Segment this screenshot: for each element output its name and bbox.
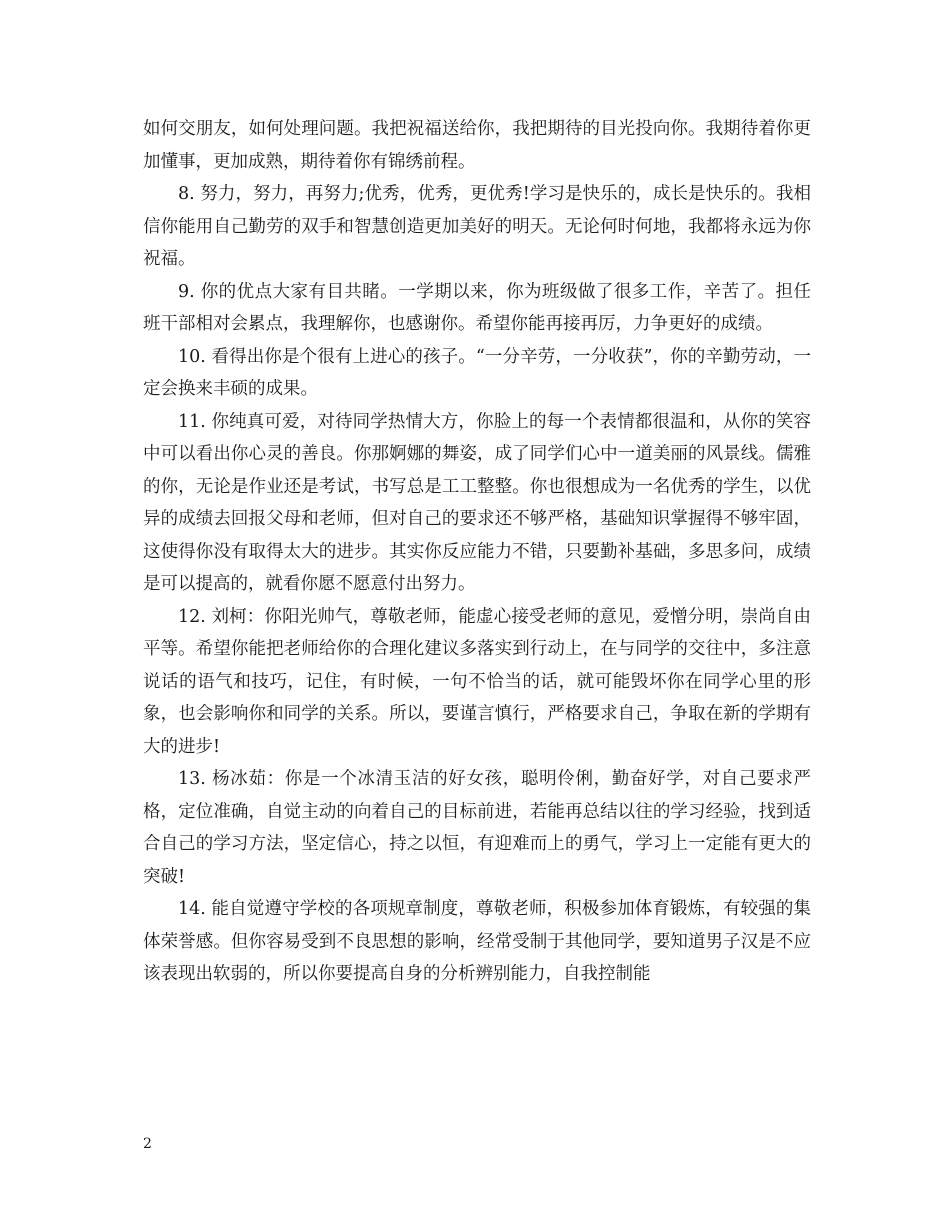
body-text bbox=[143, 113, 811, 991]
paragraph-item-10: 10. 看得出你是个很有上进心的孩子。“一分辛劳，一分收获”，你的辛勤劳动，一定会换来丰硕的成果。 bbox=[143, 346, 811, 399]
paragraph-continuation: 如何交朋友，如何处理问题。我把祝福送给你，我把期待的目光投向你。我期待着你更加懂事，更加成熟，期待着你有锦绣前程。 bbox=[143, 119, 811, 172]
paragraph-item-14: 14. 能自觉遵守学校的各项规章制度，尊敬老师，积极参加体育锻炼，有较强的集体荣誉感。但你容易受到不良思想的影响，经常受制于其他同学，要知道男子汉是不应该表现出软弱的，所以你要提高自身的分析辨别能力，自我控制能 bbox=[143, 899, 811, 984]
paragraph-item-11: 11. 你纯真可爱，对待同学热情大方，你脸上的每一个表情都很温和，从你的笑容中可以看出你心灵的善良。你那婀娜的舞姿，成了同学们心中一道美丽的风景线。儒雅的你，无论是作业还是考试，书写总是工工整整。你也很想成为一名优秀的学生，以优异的成绩去回报父母和老师，但对自己的要求还不够严格，基础知识掌握得不够牢固，这使得你没有取得太大的进步。其实你反应能力不错，只要勤补基础，多思多问，成绩是可以提高的，就看你愿不愿意付出努力。 bbox=[143, 411, 811, 594]
paragraph-item-12: 12. 刘柯：你阳光帅气，尊敬老师，能虚心接受老师的意见，爱憎分明，崇尚自由平等。希望你能把老师给你的合理化建议多落实到行动上，在与同学的交往中，多注意说话的语气和技巧，记住，有时候，一句不恰当的话，就可能毁坏你在同学心里的形象，也会影响你和同学的关系。所以，要谨言慎行，严格要求自己，争取在新的学期有大的进步! bbox=[143, 606, 811, 757]
paragraph-item-13: 13. 杨冰茹：你是一个冰清玉洁的好女孩，聪明伶俐，勤奋好学，对自己要求严格，定位准确，自觉主动的向着自己的目标前进，若能再总结以往的学习经验，找到适合自己的学习方法，坚定信心，持之以恒，有迎难而上的勇气，学习上一定能有更大的突破! bbox=[143, 769, 811, 887]
page-number: 2 bbox=[143, 1136, 152, 1152]
paragraph-item-9: 9. 你的优点大家有目共睹。一学期以来，你为班级做了很多工作，辛苦了。担任班干部相对会累点，我理解你，也感谢你。希望你能再接再厉，力争更好的成绩。 bbox=[143, 281, 811, 334]
paragraph-item-8: 8. 努力，努力，再努力;优秀，优秀，更优秀!学习是快乐的，成长是快乐的。我相信你能用自己勤劳的双手和智慧创造更加美好的明天。无论何时何地，我都将永远为你祝福。 bbox=[143, 184, 811, 269]
